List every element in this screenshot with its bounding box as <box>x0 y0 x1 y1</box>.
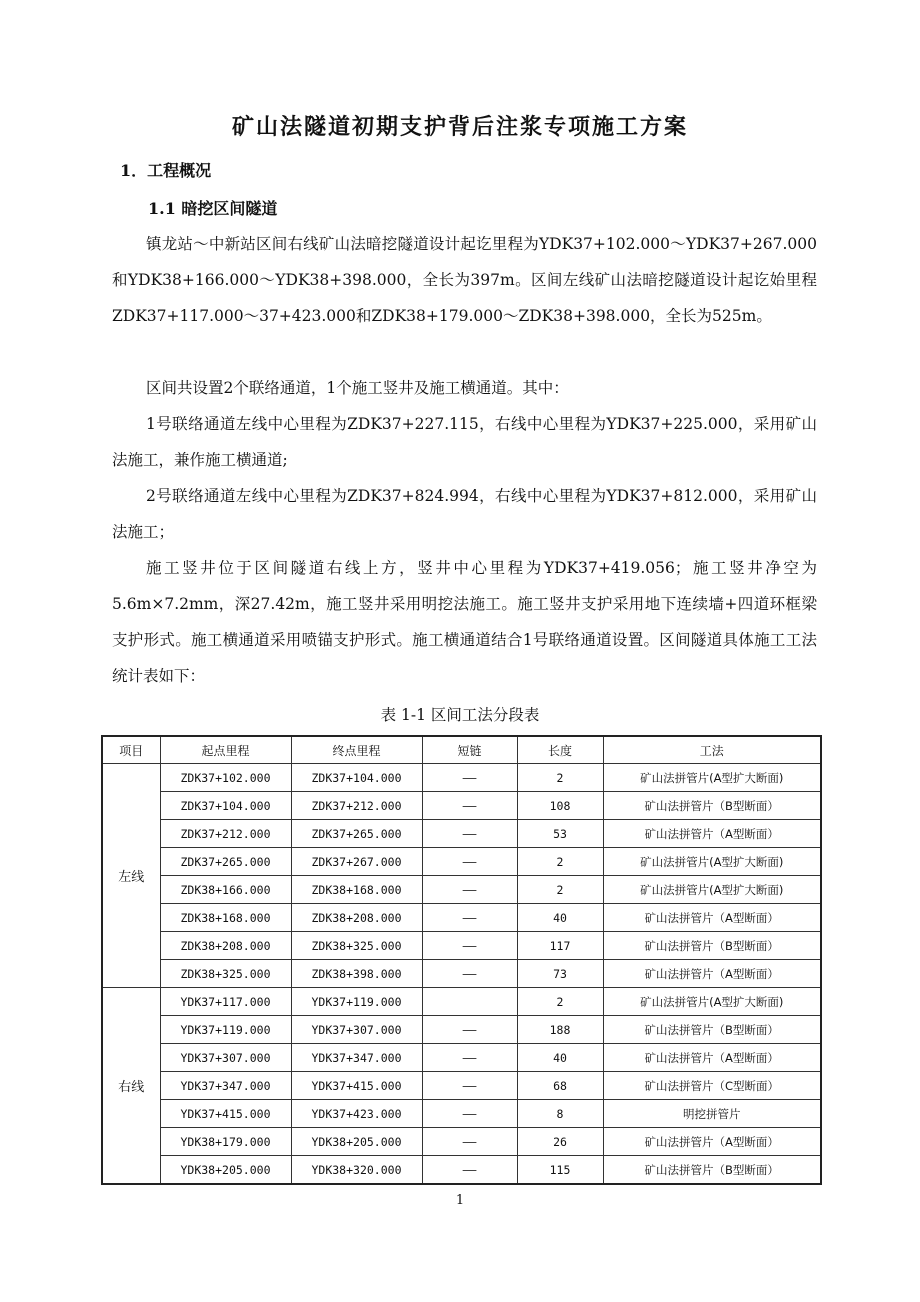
length-cell: 53 <box>517 820 603 848</box>
table-body <box>102 764 821 1185</box>
short-chain-cell: —— <box>422 876 517 904</box>
table-row <box>102 904 821 932</box>
short-chain-cell: —— <box>422 1072 517 1100</box>
table-caption: 表 1-1 区间工法分段表 <box>380 706 540 724</box>
start-chainage-cell: YDK37+119.000 <box>160 1016 291 1044</box>
length-cell: 2 <box>517 876 603 904</box>
section-heading: 1．工程概况 <box>120 161 212 180</box>
table-header-row <box>102 736 821 764</box>
length-cell: 2 <box>517 988 603 1016</box>
group-label-cell: 右线 <box>102 988 160 1185</box>
end-chainage-cell: YDK37+415.000 <box>291 1072 422 1100</box>
short-chain-cell <box>422 988 517 1016</box>
short-chain-cell: —— <box>422 1128 517 1156</box>
header-cell: 工法 <box>603 736 821 764</box>
table-row <box>102 876 821 904</box>
table-row <box>102 988 821 1016</box>
short-chain-cell: —— <box>422 960 517 988</box>
start-chainage-cell: ZDK38+325.000 <box>160 960 291 988</box>
table-row <box>102 1016 821 1044</box>
length-cell: 2 <box>517 848 603 876</box>
start-chainage-cell: ZDK38+168.000 <box>160 904 291 932</box>
paragraph-shaft: 施工竖井位于区间隧道右线上方，竖井中心里程为YDK37+419.056；施工竖井净空为5.6m×7.2mm，深27.42m，施工竖井采用明挖法施工。施工竖井支护采用地下连续墙+四道环框梁支护形式。施工横通道采用喷锚支护形式。施工横通道结合1号联络通道设置。区间隧道具体施工工法统计表如下： <box>112 559 817 685</box>
end-chainage-cell: ZDK37+267.000 <box>291 848 422 876</box>
method-cell: 矿山法拼管片（A型断面） <box>603 820 821 848</box>
end-chainage-cell: YDK38+205.000 <box>291 1128 422 1156</box>
length-cell: 40 <box>517 1044 603 1072</box>
length-cell: 26 <box>517 1128 603 1156</box>
short-chain-cell: —— <box>422 932 517 960</box>
end-chainage-cell: YDK38+320.000 <box>291 1156 422 1185</box>
method-cell: 矿山法拼管片（A型断面） <box>603 960 821 988</box>
table-row <box>102 764 821 792</box>
table-row <box>102 1128 821 1156</box>
length-cell: 117 <box>517 932 603 960</box>
short-chain-cell: —— <box>422 848 517 876</box>
end-chainage-cell: ZDK38+168.000 <box>291 876 422 904</box>
short-chain-cell: —— <box>422 904 517 932</box>
header-cell: 起点里程 <box>160 736 291 764</box>
start-chainage-cell: ZDK37+102.000 <box>160 764 291 792</box>
start-chainage-cell: YDK37+117.000 <box>160 988 291 1016</box>
table-row <box>102 820 821 848</box>
method-cell: 矿山法拼管片(A型扩大断面) <box>603 848 821 876</box>
length-cell: 2 <box>517 764 603 792</box>
end-chainage-cell: YDK37+423.000 <box>291 1100 422 1128</box>
construction-method-table <box>101 735 822 1185</box>
paragraph-passage-1: 1号联络通道左线中心里程为ZDK37+227.115，右线中心里程为YDK37+225.000，采用矿山法施工，兼作施工横通道; <box>112 415 817 469</box>
start-chainage-cell: YDK38+205.000 <box>160 1156 291 1185</box>
end-chainage-cell: ZDK37+265.000 <box>291 820 422 848</box>
header-cell: 短链 <box>422 736 517 764</box>
end-chainage-cell: ZDK37+212.000 <box>291 792 422 820</box>
method-cell: 矿山法拼管片（A型断面） <box>603 904 821 932</box>
table-row <box>102 932 821 960</box>
end-chainage-cell: ZDK38+208.000 <box>291 904 422 932</box>
end-chainage-cell: ZDK38+325.000 <box>291 932 422 960</box>
method-cell: 矿山法拼管片（A型断面） <box>603 1128 821 1156</box>
method-cell: 矿山法拼管片(A型扩大断面) <box>603 764 821 792</box>
start-chainage-cell: YDK37+307.000 <box>160 1044 291 1072</box>
end-chainage-cell: YDK37+119.000 <box>291 988 422 1016</box>
method-cell: 矿山法拼管片（A型断面） <box>603 1044 821 1072</box>
method-cell: 明挖拼管片 <box>603 1100 821 1128</box>
header-cell: 终点里程 <box>291 736 422 764</box>
start-chainage-cell: YDK37+347.000 <box>160 1072 291 1100</box>
short-chain-cell: —— <box>422 1044 517 1072</box>
table-row <box>102 1044 821 1072</box>
length-cell: 108 <box>517 792 603 820</box>
start-chainage-cell: ZDK37+104.000 <box>160 792 291 820</box>
paragraph-overview: 镇龙站～中新站区间右线矿山法暗挖隧道设计起讫里程为YDK37+102.000～YDK37+267.000和YDK38+166.000～YDK38+398.000，全长为397m。区间左线矿山法暗挖隧道设计起讫始里程ZDK37+117.000～37+423.000和ZDK38+179.000～ZDK38+398.000，全长为525m。 <box>112 235 817 325</box>
start-chainage-cell: ZDK37+265.000 <box>160 848 291 876</box>
end-chainage-cell: ZDK38+398.000 <box>291 960 422 988</box>
length-cell: 188 <box>517 1016 603 1044</box>
method-cell: 矿山法拼管片（C型断面） <box>603 1072 821 1100</box>
length-cell: 40 <box>517 904 603 932</box>
end-chainage-cell: YDK37+347.000 <box>291 1044 422 1072</box>
length-cell: 8 <box>517 1100 603 1128</box>
table-row <box>102 960 821 988</box>
table-row <box>102 792 821 820</box>
short-chain-cell: —— <box>422 1156 517 1185</box>
header-cell: 项目 <box>102 736 160 764</box>
short-chain-cell: —— <box>422 792 517 820</box>
end-chainage-cell: ZDK37+104.000 <box>291 764 422 792</box>
paragraph-passage-2: 2号联络通道左线中心里程为ZDK37+824.994，右线中心里程为YDK37+812.000，采用矿山法施工； <box>112 487 817 541</box>
page-number: 1 <box>455 1193 465 1208</box>
document-title: 矿山法隧道初期支护背后注浆专项施工方案 <box>231 114 688 140</box>
table-row <box>102 1072 821 1100</box>
method-cell: 矿山法拼管片（B型断面） <box>603 1156 821 1185</box>
end-chainage-cell: YDK37+307.000 <box>291 1016 422 1044</box>
length-cell: 68 <box>517 1072 603 1100</box>
start-chainage-cell: YDK38+179.000 <box>160 1128 291 1156</box>
subsection-heading: 1.1 暗挖区间隧道 <box>148 199 278 218</box>
group-label-cell: 左线 <box>102 764 160 988</box>
length-cell: 115 <box>517 1156 603 1185</box>
length-cell: 73 <box>517 960 603 988</box>
method-cell: 矿山法拼管片（B型断面） <box>603 932 821 960</box>
method-cell: 矿山法拼管片(A型扩大断面) <box>603 988 821 1016</box>
start-chainage-cell: ZDK37+212.000 <box>160 820 291 848</box>
method-cell: 矿山法拼管片（B型断面） <box>603 1016 821 1044</box>
short-chain-cell: —— <box>422 1100 517 1128</box>
table-row <box>102 1156 821 1185</box>
paragraph-passages: 区间共设置2个联络通道，1个施工竖井及施工横通道。其中： <box>146 379 569 397</box>
start-chainage-cell: YDK37+415.000 <box>160 1100 291 1128</box>
table-row <box>102 1100 821 1128</box>
short-chain-cell: —— <box>422 764 517 792</box>
start-chainage-cell: ZDK38+166.000 <box>160 876 291 904</box>
short-chain-cell: —— <box>422 1016 517 1044</box>
start-chainage-cell: ZDK38+208.000 <box>160 932 291 960</box>
table-row <box>102 848 821 876</box>
header-cell: 长度 <box>517 736 603 764</box>
method-cell: 矿山法拼管片（B型断面） <box>603 792 821 820</box>
method-cell: 矿山法拼管片(A型扩大断面) <box>603 876 821 904</box>
short-chain-cell: —— <box>422 820 517 848</box>
